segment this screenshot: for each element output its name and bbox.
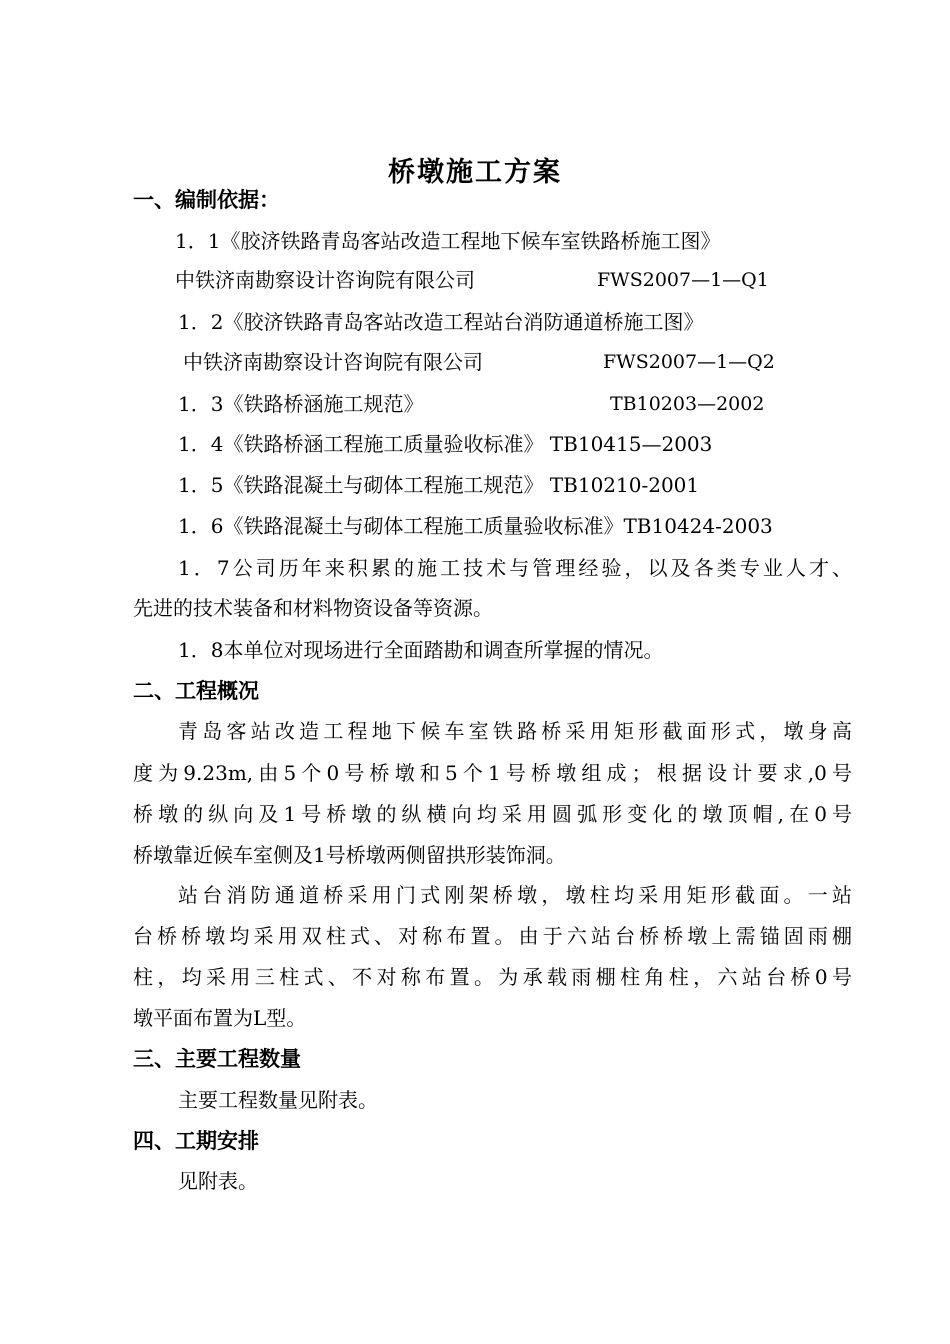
ref-1-4: 1．4《铁路桥涵工程施工质量验收标准》 TB10415—2003 [178,432,713,456]
ref-1-2: 1．2《胶济铁路青岛客站改造工程站台消防通道桥施工图》 [178,310,704,334]
section-3-heading: 三、主要工程数量 [133,1046,301,1071]
ref-1-1: 1．1《胶济铁路青岛客站改造工程地下候车室铁路桥施工图》 [175,229,721,253]
overview-para-2-line-1: 站台消防通道桥采用门式刚架桥墩，墩柱均采用矩形截面。一站 [178,883,852,907]
section-1-heading: 一、编制依据： [133,187,280,212]
ref-1-3-code: TB10203—2002 [610,393,765,415]
overview-para-1-line-1: 青岛客站改造工程地下候车室铁路桥采用矩形截面形式，墩身高 [178,719,852,743]
section-2-heading: 二、工程概况 [133,678,259,703]
ref-1-7-line-2: 先进的技术装备和材料物资设备等资源。 [133,596,493,620]
ref-1-1-code: FWS2007—1—Q1 [597,269,769,291]
quantities-body: 主要工程数量见附表。 [178,1088,378,1112]
ref-1-7-line-1: 1．7公司历年来积累的施工技术与管理经验，以及各类专业人才、 [178,556,852,580]
ref-1-8: 1．8本单位对现场进行全面踏勘和调查所掌握的情况。 [178,638,664,662]
overview-para-2-line-2: 台桥桥墩均采用双柱式、对称布置。由于六站台桥桥墩上需锚固雨棚 [133,924,852,948]
ref-1-6: 1．6《铁路混凝土与砌体工程施工质量验收标准》TB10424-2003 [178,514,773,538]
section-4-heading: 四、工期安排 [133,1128,259,1153]
document-title: 桥墩施工方案 [388,157,562,188]
ref-1-2-code: FWS2007—1—Q2 [603,351,775,373]
overview-para-1-line-3: 桥墩的纵向及1号桥墩的纵横向均采用圆弧形变化的墩顶帽,在0号 [133,802,852,826]
overview-para-1-line-2: 度为9.23m,由5个0号桥墩和5个1号桥墩组成；根据设计要求,0号 [133,761,852,785]
ref-1-3: 1．3《铁路桥涵施工规范》 [178,392,424,416]
overview-para-2-line-3: 柱，均采用三柱式、不对称布置。为承载雨棚柱角柱，六站台桥0号 [133,965,852,989]
ref-1-1-org: 中铁济南勘察设计咨询院有限公司 [175,268,475,292]
ref-1-5: 1．5《铁路混凝土与砌体工程施工规范》 TB10210-2001 [178,473,700,497]
overview-para-2-line-4: 墩平面布置为L型。 [133,1006,307,1030]
schedule-body: 见附表。 [178,1169,258,1193]
overview-para-1-line-4: 桥墩靠近候车室侧及1号桥墩两侧留拱形装饰洞。 [133,843,566,867]
ref-1-2-org: 中铁济南勘察设计咨询院有限公司 [183,350,483,374]
